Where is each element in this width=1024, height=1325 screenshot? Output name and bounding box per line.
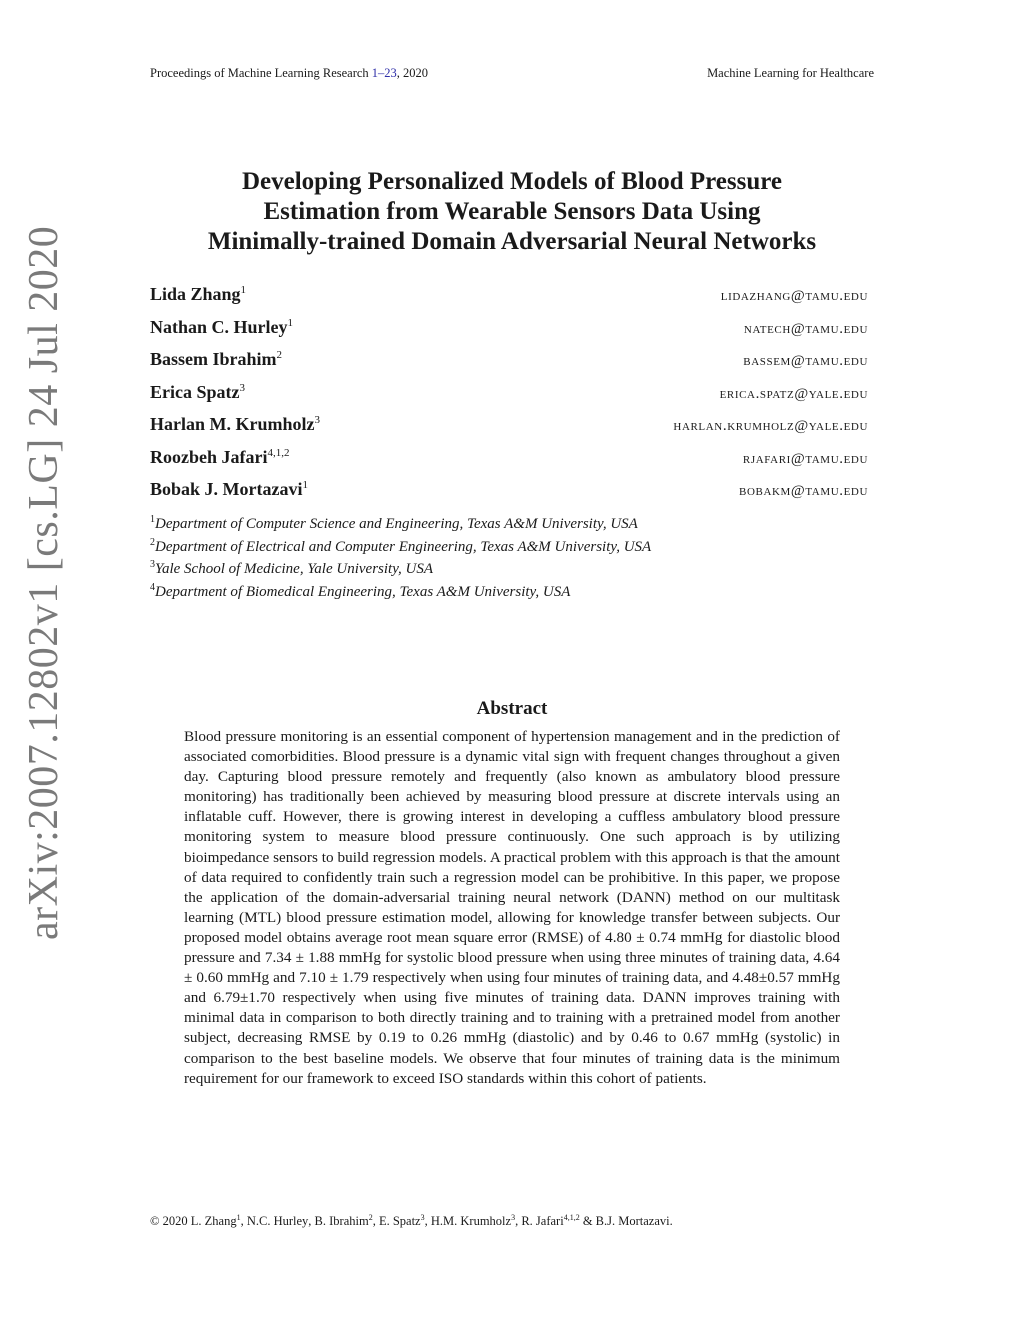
title-line: Minimally-trained Domain Adversarial Neural Networks [207,228,817,255]
author-row [150,382,868,415]
author-name: Bobak J. Mortazavi$^1$ [150,479,308,499]
author-name: Erica Spatz$^3$ [150,381,245,402]
author-email[interactable]: bassem@tamu.edu [743,353,868,369]
author-name: Nathan C. Hurley$^1$ [150,316,294,337]
copyright-notice: © 2020 L. Zhang$^1$, N.C. Hurley, B. Ibrahim$^2$, E. Spatz$^3$, H.M. Krumholz$^3$, R. Jafari$^{4,1,2}$ & B.J. Mortazavi. [150,1213,673,1229]
author-email[interactable]: erica.spatz@yale.edu [719,385,868,402]
author-email[interactable]: lidazhang@tamu.edu [720,288,868,304]
running-header [150,66,874,81]
author-email[interactable]: natech@tamu.edu [743,320,868,337]
author-row [150,317,868,350]
affiliation-list [150,514,870,605]
affiliation: $^3$Yale School of Medicine, Yale University, USA [150,559,434,578]
arxiv-stamp: arXiv:2007.12802v1 [cs.LG] 24 Jul 2020 [21,225,67,940]
author-email[interactable]: rjafari@tamu.edu [742,450,868,467]
author-name: Harlan M. Krumholz$^3$ [150,414,320,434]
venue-name: Machine Learning for Healthcare [707,66,874,80]
author-row [150,479,868,512]
affiliation: $^2$Department of Electrical and Computer Engineering, Texas A&M University, USA [150,536,652,555]
pages-link[interactable]: 1–23 [371,66,397,80]
paper-title [150,167,874,257]
author-email[interactable]: harlan.krumholz@yale.edu [673,418,868,434]
author-row [150,284,868,317]
title-line: Estimation from Wearable Sensors Data Using [263,198,761,225]
abstract-text: Blood pressure monitoring is an essential component of hypertension management and in the prediction of associated comorbidities. Blood pressure is a dynamic vital sign with frequent changes throughout a given day. Capturing blood pressure remotely and frequently (also known as ambulatory blood pressure monitoring) has traditionally been achieved by measuring blood pressure at discrete intervals using an inflatable cuff. However, there is growing interest in developing a cuffless ambulatory blood pressure monitoring system to measure blood pressure continuously. One such approach is by utilizing bioimpedance sensors to build regression models. A practical problem with this approach is that the amount of data required to confidently train such a regression model can be prohibitive. In this paper, we propose the application of the domain-adversarial training neural network (DANN) method on our multitask learning (MTL) blood pressure estimation model, allowing for knowledge transfer between subjects. Our proposed model obtains average root mean square error (RMSE) of 4.80 ± 0.74 mmHg for diastolic blood pressure and 7.34 ± 1.88 mmHg for systolic blood pressure when using three minutes of training data, 4.64 ± 0.60 mmHg and 7.10 ± 1.79 respectively when using four minutes of training data, and 4.48±0.57 mmHg and 6.79±1.70 respectively when using five minutes of training data. DANN improves training with minimal data in comparison to both directly training and to training with a pretrained model from another subject, decreasing RMSE by 0.19 to 0.26 mmHg (diastolic) and by 0.46 to 0.67 mmHg (systolic) in comparison to the best baseline models. We observe that four minutes of training data is the minimum requirement for our framework to exceed ISO standards within this cohort of patients. [184,728,840,1087]
author-name: Lida Zhang$^1$ [150,284,247,304]
proceedings-line: Proceedings of Machine Learning Research 1–23, 2020 [150,66,429,80]
affiliation: $^1$Department of Computer Science and Engineering, Texas A&M University, USA [150,514,638,532]
title-line: Developing Personalized Models of Blood Pressure [241,168,782,195]
author-row [150,414,868,447]
author-email[interactable]: bobakm@tamu.edu [739,483,868,499]
author-row [150,349,868,382]
author-name: Bassem Ibrahim$^2$ [150,349,283,369]
affiliation: $^4$Department of Biomedical Engineering, Texas A&M University, USA [150,582,571,601]
abstract-heading: Abstract [476,698,548,719]
author-name: Roozbeh Jafari$^{4,1,2}$ [150,446,290,467]
author-row [150,447,868,480]
author-list [150,284,868,512]
copyright-symbol: © [150,1214,160,1229]
